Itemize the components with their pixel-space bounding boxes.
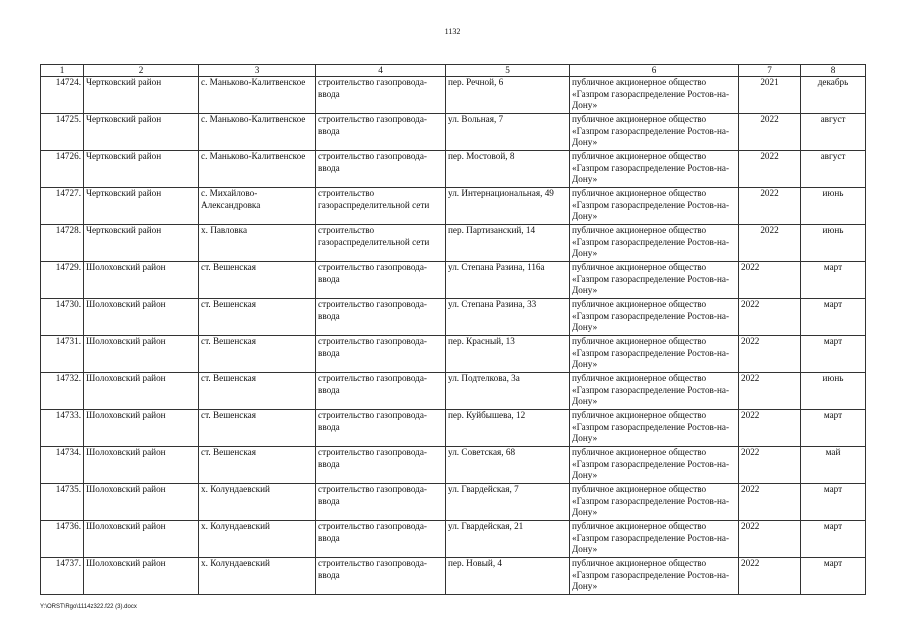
- cell-organization: публичное акционерное общество «Газпром газораспределение Ростов-на-Дону»: [570, 447, 739, 484]
- cell-year: 2022: [739, 114, 801, 151]
- cell-work-type: строительство газопровода-ввода: [316, 262, 446, 299]
- cell-address: ул. Интернациональная, 49: [446, 188, 570, 225]
- column-number: 1: [41, 65, 84, 77]
- cell-month: март: [801, 521, 866, 558]
- cell-row-number: 14729.: [41, 262, 84, 299]
- cell-work-type: строительство газопровода-ввода: [316, 373, 446, 410]
- cell-work-type: строительство газопровода-ввода: [316, 151, 446, 188]
- cell-work-type: строительство газопровода-ввода: [316, 77, 446, 114]
- cell-year: 2022: [739, 484, 801, 521]
- cell-district: Шолоховский район: [84, 558, 199, 595]
- cell-row-number: 14734.: [41, 447, 84, 484]
- cell-locality: с. Михайлово-Александровка: [199, 188, 316, 225]
- cell-year: 2022: [739, 336, 801, 373]
- column-number: 2: [84, 65, 199, 77]
- cell-year: 2022: [739, 299, 801, 336]
- cell-locality: с. Маньково-Калитвенское: [199, 151, 316, 188]
- table-row: [41, 299, 866, 336]
- cell-locality: ст. Вешенская: [199, 299, 316, 336]
- cell-row-number: 14725.: [41, 114, 84, 151]
- column-number: 6: [570, 65, 739, 77]
- column-number: 3: [199, 65, 316, 77]
- cell-year: 2022: [739, 188, 801, 225]
- table-row: [41, 336, 866, 373]
- cell-address: пер. Мостовой, 8: [446, 151, 570, 188]
- cell-locality: с. Маньково-Калитвенское: [199, 77, 316, 114]
- cell-month: март: [801, 299, 866, 336]
- table-row: [41, 262, 866, 299]
- cell-locality: х. Колундаевский: [199, 484, 316, 521]
- cell-month: август: [801, 151, 866, 188]
- cell-district: Шолоховский район: [84, 299, 199, 336]
- cell-work-type: строительство газопровода-ввода: [316, 447, 446, 484]
- cell-month: март: [801, 336, 866, 373]
- cell-organization: публичное акционерное общество «Газпром газораспределение Ростов-на-Дону»: [570, 188, 739, 225]
- column-number: 7: [739, 65, 801, 77]
- cell-month: декабрь: [801, 77, 866, 114]
- cell-row-number: 14731.: [41, 336, 84, 373]
- table-row: [41, 188, 866, 225]
- cell-district: Чертковский район: [84, 188, 199, 225]
- cell-month: март: [801, 262, 866, 299]
- cell-address: ул. Степана Разина, 33: [446, 299, 570, 336]
- cell-row-number: 14737.: [41, 558, 84, 595]
- cell-organization: публичное акционерное общество «Газпром газораспределение Ростов-на-Дону»: [570, 77, 739, 114]
- cell-organization: публичное акционерное общество «Газпром газораспределение Ростов-на-Дону»: [570, 299, 739, 336]
- cell-work-type: строительство газопровода-ввода: [316, 410, 446, 447]
- cell-organization: публичное акционерное общество «Газпром газораспределение Ростов-на-Дону»: [570, 336, 739, 373]
- cell-district: Чертковский район: [84, 77, 199, 114]
- cell-address: пер. Партизанский, 14: [446, 225, 570, 262]
- cell-address: пер. Новый, 4: [446, 558, 570, 595]
- table-row: [41, 77, 866, 114]
- cell-month: март: [801, 410, 866, 447]
- cell-work-type: строительство газопровода-ввода: [316, 114, 446, 151]
- cell-district: Шолоховский район: [84, 262, 199, 299]
- cell-row-number: 14733.: [41, 410, 84, 447]
- cell-address: пер. Речной, 6: [446, 77, 570, 114]
- cell-work-type: строительство газораспределительной сети: [316, 188, 446, 225]
- cell-row-number: 14736.: [41, 521, 84, 558]
- cell-locality: ст. Вешенская: [199, 336, 316, 373]
- cell-district: Шолоховский район: [84, 336, 199, 373]
- cell-locality: ст. Вешенская: [199, 262, 316, 299]
- cell-work-type: строительство газопровода-ввода: [316, 336, 446, 373]
- cell-address: пер. Красный, 13: [446, 336, 570, 373]
- cell-organization: публичное акционерное общество «Газпром газораспределение Ростов-на-Дону»: [570, 151, 739, 188]
- cell-month: июнь: [801, 188, 866, 225]
- table-row: [41, 225, 866, 262]
- cell-locality: с. Маньково-Калитвенское: [199, 114, 316, 151]
- cell-address: пер. Куйбышева, 12: [446, 410, 570, 447]
- page-number: 1132: [444, 27, 461, 36]
- cell-address: ул. Степана Разина, 116а: [446, 262, 570, 299]
- cell-year: 2022: [739, 521, 801, 558]
- cell-year: 2022: [739, 410, 801, 447]
- cell-organization: публичное акционерное общество «Газпром газораспределение Ростов-на-Дону»: [570, 262, 739, 299]
- table-row: [41, 410, 866, 447]
- cell-row-number: 14728.: [41, 225, 84, 262]
- column-number: 8: [801, 65, 866, 77]
- cell-year: 2022: [739, 262, 801, 299]
- cell-year: 2022: [739, 151, 801, 188]
- column-number-row: [41, 65, 866, 77]
- cell-address: ул. Вольная, 7: [446, 114, 570, 151]
- cell-district: Шолоховский район: [84, 521, 199, 558]
- cell-month: июнь: [801, 225, 866, 262]
- cell-month: июнь: [801, 373, 866, 410]
- cell-address: ул. Советская, 68: [446, 447, 570, 484]
- cell-row-number: 14732.: [41, 373, 84, 410]
- cell-address: ул. Гвардейская, 21: [446, 521, 570, 558]
- cell-district: Шолоховский район: [84, 447, 199, 484]
- table-row: [41, 447, 866, 484]
- column-number: 4: [316, 65, 446, 77]
- cell-work-type: строительство газопровода-ввода: [316, 299, 446, 336]
- cell-row-number: 14735.: [41, 484, 84, 521]
- footer-file-path: Y:\ORST\Rgo\1114z322.f22 (3).docx: [40, 604, 137, 610]
- table-row: [41, 558, 866, 595]
- cell-year: 2022: [739, 225, 801, 262]
- cell-district: Чертковский район: [84, 225, 199, 262]
- cell-month: май: [801, 447, 866, 484]
- cell-locality: х. Колундаевский: [199, 521, 316, 558]
- cell-work-type: строительство газопровода-ввода: [316, 484, 446, 521]
- cell-organization: публичное акционерное общество «Газпром газораспределение Ростов-на-Дону»: [570, 558, 739, 595]
- cell-year: 2022: [739, 558, 801, 595]
- cell-work-type: строительство газораспределительной сети: [316, 225, 446, 262]
- cell-locality: ст. Вешенская: [199, 410, 316, 447]
- cell-organization: публичное акционерное общество «Газпром газораспределение Ростов-на-Дону»: [570, 521, 739, 558]
- cell-row-number: 14724.: [41, 77, 84, 114]
- cell-district: Шолоховский район: [84, 410, 199, 447]
- cell-organization: публичное акционерное общество «Газпром газораспределение Ростов-на-Дону»: [570, 410, 739, 447]
- cell-month: март: [801, 484, 866, 521]
- cell-organization: публичное акционерное общество «Газпром газораспределение Ростов-на-Дону»: [570, 114, 739, 151]
- cell-address: ул. Подтелкова, 3а: [446, 373, 570, 410]
- cell-district: Шолоховский район: [84, 484, 199, 521]
- cell-row-number: 14730.: [41, 299, 84, 336]
- cell-organization: публичное акционерное общество «Газпром газораспределение Ростов-на-Дону»: [570, 225, 739, 262]
- column-number: 5: [446, 65, 570, 77]
- cell-organization: публичное акционерное общество «Газпром газораспределение Ростов-на-Дону»: [570, 373, 739, 410]
- cell-locality: х. Колундаевский: [199, 558, 316, 595]
- cell-year: 2022: [739, 447, 801, 484]
- cell-month: август: [801, 114, 866, 151]
- cell-organization: публичное акционерное общество «Газпром газораспределение Ростов-на-Дону»: [570, 484, 739, 521]
- table-row: [41, 521, 866, 558]
- cell-year: 2021: [739, 77, 801, 114]
- cell-locality: ст. Вешенская: [199, 373, 316, 410]
- cell-row-number: 14726.: [41, 151, 84, 188]
- cell-district: Чертковский район: [84, 114, 199, 151]
- cell-locality: х. Павловка: [199, 225, 316, 262]
- table-row: [41, 114, 866, 151]
- table-row: [41, 484, 866, 521]
- cell-locality: ст. Вешенская: [199, 447, 316, 484]
- cell-year: 2022: [739, 373, 801, 410]
- cell-address: ул. Гвардейская, 7: [446, 484, 570, 521]
- cell-work-type: строительство газопровода-ввода: [316, 521, 446, 558]
- cell-district: Шолоховский район: [84, 373, 199, 410]
- cell-row-number: 14727.: [41, 188, 84, 225]
- table-row: [41, 151, 866, 188]
- gasification-schedule-table: [40, 64, 866, 595]
- table-row: [41, 373, 866, 410]
- cell-month: март: [801, 558, 866, 595]
- cell-work-type: строительство газопровода-ввода: [316, 558, 446, 595]
- cell-district: Чертковский район: [84, 151, 199, 188]
